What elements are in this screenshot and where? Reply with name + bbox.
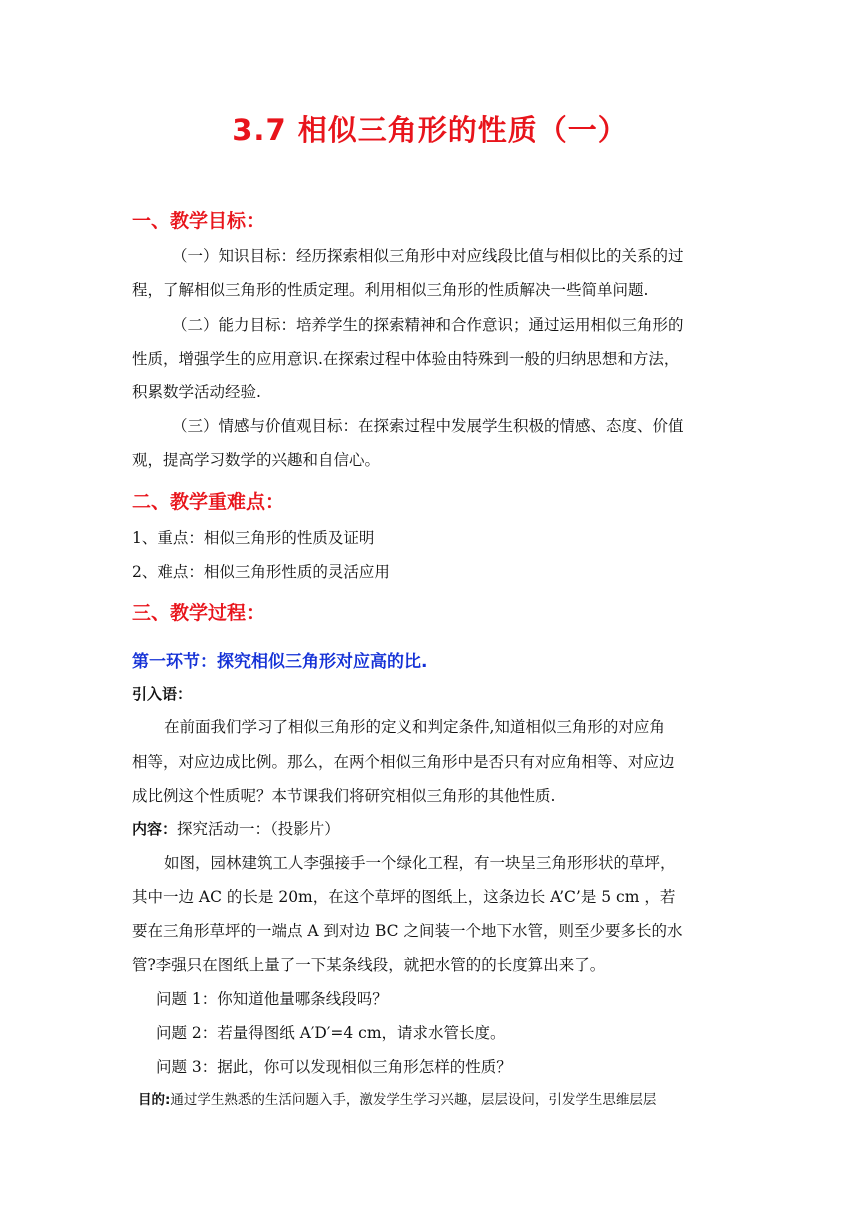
problem-line-4: 管?李强只在图纸上量了一下某条线段，就把水管的的长度算出来了。 (132, 956, 606, 974)
ability-goal-line-2: 性质，增强学生的应用意识.在探索过程中体验由特殊到一般的归纳思想和方法， (132, 350, 680, 368)
key-point-item: 1、重点：相似三角形的性质及证明 (132, 529, 375, 547)
emotion-goal-line-2: 观，提高学习数学的兴趣和自信心。 (132, 451, 381, 469)
goals-heading: 一、教学目标： (132, 210, 266, 232)
content-label: 内容： (132, 820, 178, 838)
process-heading: 三、教学过程： (132, 602, 266, 624)
knowledge-goal-line-1: （一）知识目标：经历探索相似三角形中对应线段比值与相似比的关系的过 (172, 247, 684, 265)
question-2: 问题 2：若量得图纸 A′D′=4 cm，请求水管长度。 (156, 1024, 506, 1042)
question-3: 问题 3：据此，你可以发现相似三角形怎样的性质？ (156, 1058, 512, 1076)
intro-line-1: 在前面我们学习了相似三角形的定义和判定条件,知道相似三角形的对应角 (164, 718, 665, 736)
knowledge-goal-line-2: 程，了解相似三角形的性质定理。利用相似三角形的性质解决一些简单问题. (132, 281, 649, 299)
purpose-text: 通过学生熟悉的生活问题入手，激发学生学习兴趣，层层设问，引发学生思维层层 (170, 1092, 657, 1108)
intro-line-3: 成比例这个性质呢？本节课我们将研究相似三角形的其他性质. (132, 787, 556, 805)
problem-line-3: 要在三角形草坪的一端点 A 到对边 BC 之间装一个地下水管，则至少要多长的水 (132, 922, 683, 940)
ability-goal-line-3: 积累数学活动经验. (132, 383, 261, 401)
problem-line-2: 其中一边 AC 的长是 20m，在这个草坪的图纸上，这条边长 A’C’是 5 cm ，若 (132, 888, 676, 906)
purpose-line (138, 1090, 656, 1110)
purpose-label: 目的: (138, 1092, 171, 1108)
intro-label: 引入语： (132, 685, 193, 703)
step1-heading: 第一环节：探究相似三角形对应高的比. (132, 652, 428, 672)
key-points-heading: 二、教学重难点： (132, 491, 285, 513)
problem-line-1: 如图，园林建筑工人李强接手一个绿化工程，有一块呈三角形形状的草坪， (164, 854, 676, 872)
page-title: 3.7 相似三角形的性质（一） (232, 113, 628, 147)
intro-line-2: 相等，对应边成比例。那么，在两个相似三角形中是否只有对应角相等、对应边 (132, 753, 675, 771)
difficult-point-item: 2、难点：相似三角形性质的灵活应用 (132, 563, 390, 581)
content-line (132, 819, 340, 839)
emotion-goal-line-1: （三）情感与价值观目标：在探索过程中发展学生积极的情感、态度、价值 (172, 417, 684, 435)
ability-goal-line-1: （二）能力目标：培养学生的探索精神和合作意识；通过运用相似三角形的 (172, 316, 684, 334)
content-text: 探究活动一：（投影片） (177, 820, 340, 838)
question-1: 问题 1：你知道他量哪条线段吗？ (156, 990, 388, 1008)
